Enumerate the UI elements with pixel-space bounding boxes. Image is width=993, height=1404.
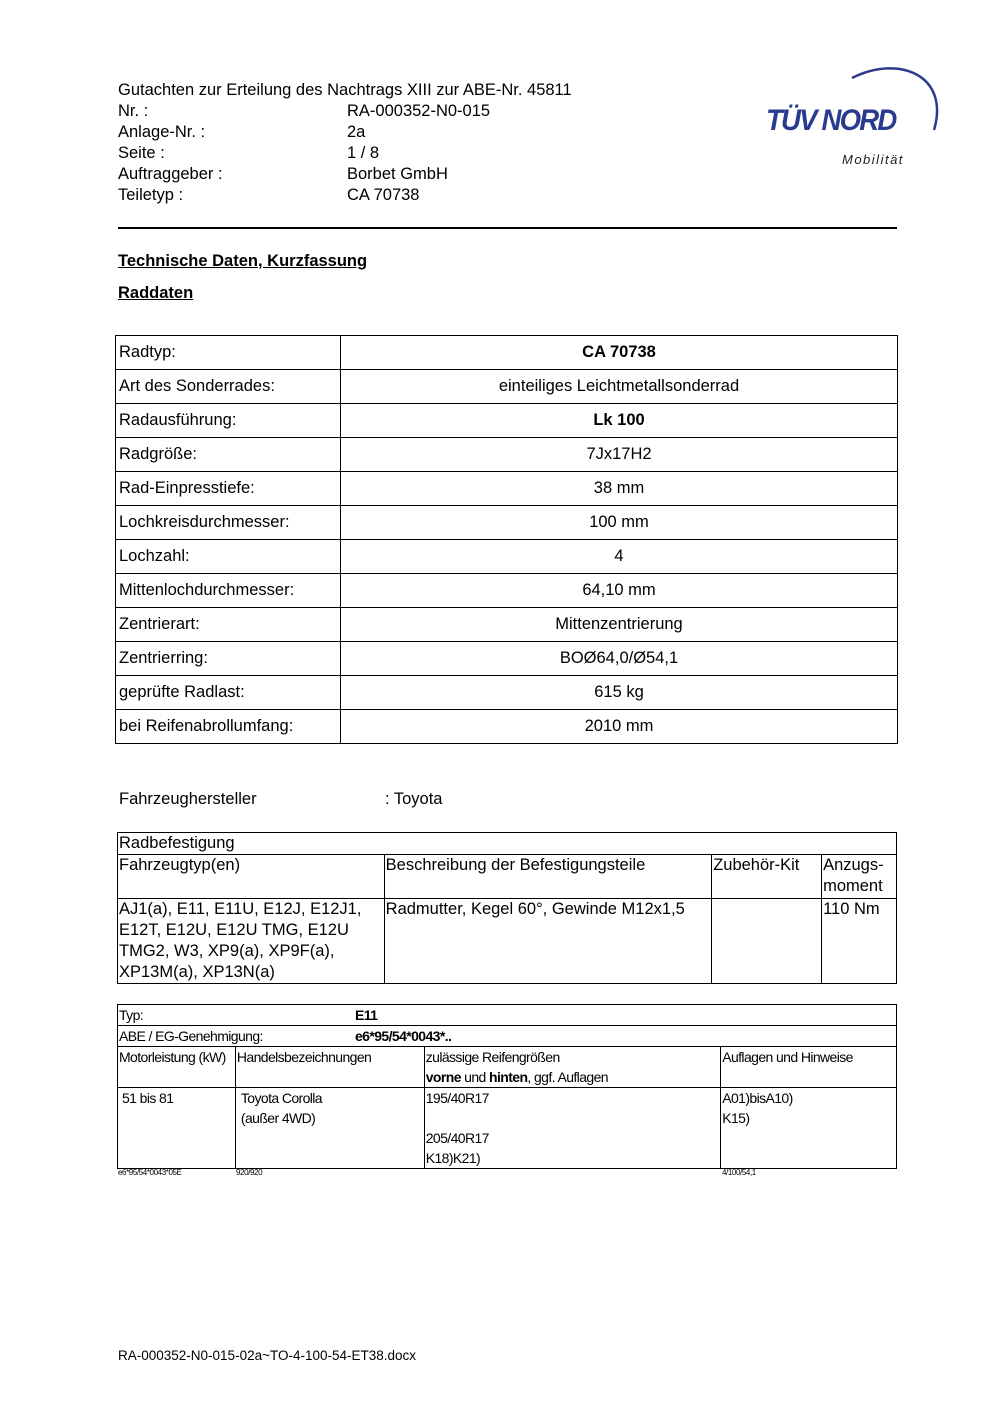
footnote-bolt-pattern: 4/100/54,1 bbox=[722, 1168, 756, 1177]
tuv-nord-logo bbox=[760, 56, 950, 176]
table-row bbox=[118, 1005, 897, 1026]
manufacturer-value: : Toyota bbox=[385, 790, 443, 808]
table-row: Motorleistung (kW) Handelsbezeichnungen zulässige Reifengrößen vorne und hinten, ggf. Auflagen Auflagen und Hinweise bbox=[118, 1047, 897, 1088]
manufacturer-label: Fahrzeughersteller bbox=[119, 790, 257, 808]
table-row: Mittenlochdurchmesser: 64,10 mm bbox=[116, 574, 898, 608]
table-row: Radausführung: Lk 100 bbox=[116, 404, 898, 438]
table-row: bei Reifenabrollumfang: 2010 mm bbox=[116, 710, 898, 744]
fastening-table bbox=[117, 832, 897, 984]
fastening-title: Radbefestigung bbox=[118, 833, 897, 855]
table-row: Fahrzeugtyp(en) Beschreibung der Befestigungsteile Zubehör-Kit Anzugs-moment bbox=[118, 855, 897, 899]
approval-value: e6*95/54*0043*.. bbox=[355, 1028, 452, 1044]
subsection-title: Raddaten bbox=[118, 284, 194, 302]
vehicle-type-table bbox=[117, 1004, 897, 1169]
logo-sub: Mobilität bbox=[842, 152, 904, 167]
table-row bbox=[118, 833, 897, 855]
table-row: Zentrierart: Mittenzentrierung bbox=[116, 608, 898, 642]
section-title: Technische Daten, Kurzfassung bbox=[118, 252, 368, 270]
header-row-teiletyp: Teiletyp : CA 70738 bbox=[118, 186, 420, 204]
table-row: AJ1(a), E11, E11U, E12J, E12J1, E12T, E12U, E12U TMG, E12U TMG2, W3, XP9(a), XP9F(a), XP13M(a), XP13N(a) Radmutter, Kegel 60°, Gewinde M12x1,5 110 Nm bbox=[118, 899, 897, 984]
table-row: Radgröße: 7Jx17H2 bbox=[116, 438, 898, 472]
footnote-approval-code: e6*95/54*0043*05E bbox=[118, 1168, 182, 1177]
table-row bbox=[118, 1026, 897, 1047]
type-label: Typ: bbox=[119, 1007, 144, 1023]
header-row-anlage: Anlage-Nr. : 2a bbox=[118, 123, 366, 141]
document-filename: RA-000352-N0-015-02a~TO-4-100-54-ET38.docx bbox=[118, 1348, 417, 1363]
wheel-data-table bbox=[115, 335, 898, 744]
table-row: Radtyp: CA 70738 bbox=[116, 336, 898, 370]
header-row-seite: Seite : 1 / 8 bbox=[118, 144, 380, 162]
type-value: E11 bbox=[355, 1007, 378, 1023]
approval-label: ABE / EG-Genehmigung: bbox=[119, 1028, 263, 1044]
header-rule bbox=[118, 227, 897, 229]
table-row: Lochkreisdurchmesser: 100 mm bbox=[116, 506, 898, 540]
table-row: 51 bis 81 Toyota Corolla (außer 4WD) 195/40R17 205/40R17 K18)K21) A01)bisA10) K15) bbox=[118, 1088, 897, 1169]
table-row: Lochzahl: 4 bbox=[116, 540, 898, 574]
footnote-load: 920/920 bbox=[236, 1168, 263, 1177]
logo-brand: TÜV NORD bbox=[766, 104, 896, 137]
table-row: Art des Sonderrades: einteiliges Leichtmetallsonderrad bbox=[116, 370, 898, 404]
header-row-auftraggeber: Auftraggeber : Borbet GmbH bbox=[118, 165, 448, 183]
table-row: geprüfte Radlast: 615 kg bbox=[116, 676, 898, 710]
header-row-nr: Nr. : RA-000352-N0-015 bbox=[118, 102, 491, 120]
table-row: Zentrierring: BOØ64,0/Ø54,1 bbox=[116, 642, 898, 676]
document-header bbox=[118, 80, 738, 206]
table-row: Rad-Einpresstiefe: 38 mm bbox=[116, 472, 898, 506]
manufacturer-line bbox=[119, 790, 443, 809]
document-title: Gutachten zur Erteilung des Nachtrags XIII zur ABE-Nr. 45811 bbox=[118, 81, 572, 99]
